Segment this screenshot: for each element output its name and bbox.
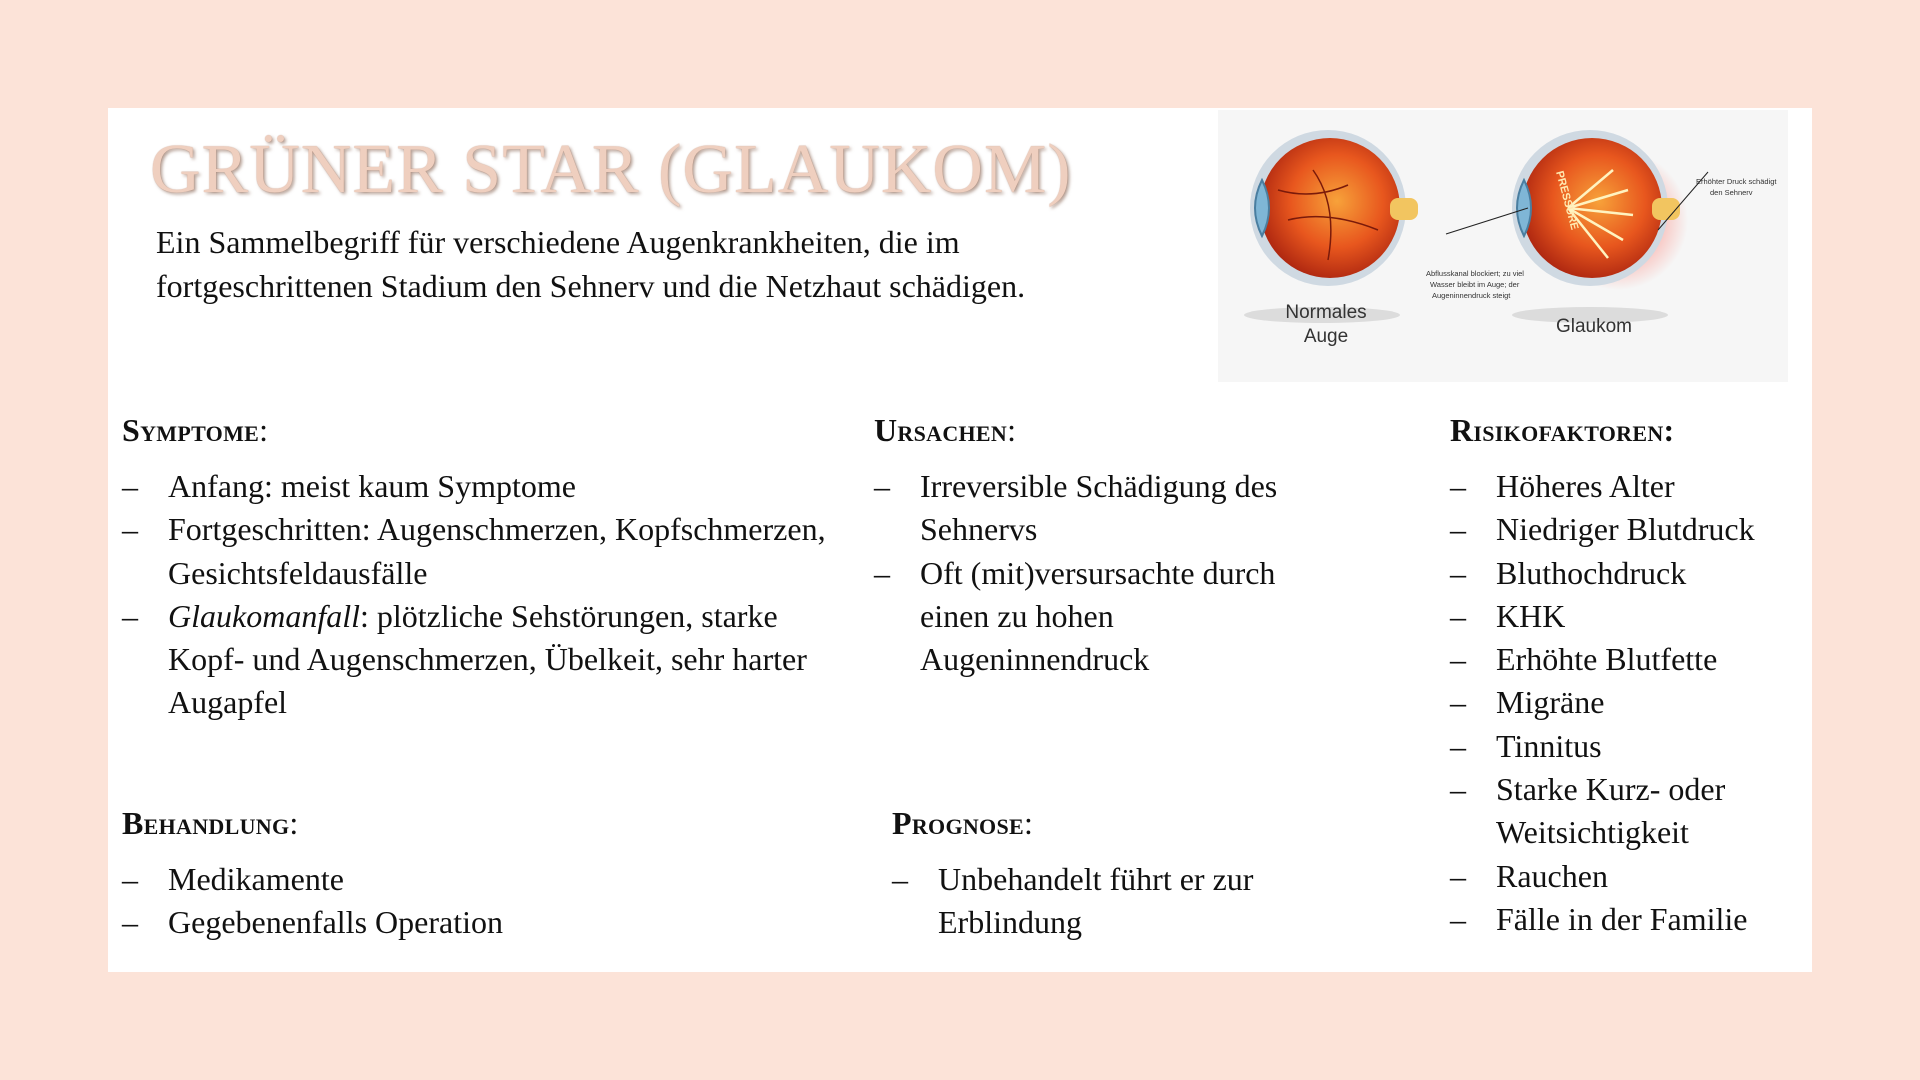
diagram-note-left-1: Abflusskanal blockiert; zu viel (1426, 269, 1524, 278)
behandlung-list (122, 858, 722, 945)
list-item: – Fortgeschritten: Augenschmerzen, Kopfschmerzen, Gesichtsfeldausfälle (122, 508, 842, 595)
normal-eye-icon (1244, 130, 1418, 323)
normal-eye-label-2: Auge (1303, 326, 1349, 347)
list-item: – Rauchen (1450, 855, 1800, 898)
glaucoma-label: Glaukom (1555, 316, 1633, 337)
list-item: – Medikamente (122, 858, 722, 901)
list-item: – KHK (1450, 595, 1800, 638)
prognose-section (892, 805, 1332, 945)
eye-diagram (1218, 110, 1788, 382)
symptome-heading: Symptome: (122, 412, 269, 448)
list-item: – Starke Kurz- oder Weitsichtigkeit (1450, 768, 1800, 855)
list-item: – Höheres Alter (1450, 465, 1800, 508)
list-item: – Unbehandelt führt er zur Erblindung (892, 858, 1332, 945)
risikofaktoren-section (1450, 412, 1800, 941)
prognose-list (892, 858, 1332, 945)
symptome-list (122, 465, 842, 725)
normal-eye-label-1: Normales (1285, 302, 1367, 323)
behandlung-section (122, 805, 722, 945)
diagram-note-left-2: Wasser bleibt im Auge; der (1430, 280, 1520, 289)
ursachen-list (874, 465, 1344, 681)
prognose-heading: Prognose: (892, 805, 1034, 841)
list-item: – Erhöhte Blutfette (1450, 638, 1800, 681)
behandlung-heading: Behandlung: (122, 805, 299, 841)
list-item: – Oft (mit)versursachte durch einen zu hohen Augeninnendruck (874, 552, 1344, 682)
list-item: – Irreversible Schädigung des Sehnervs (874, 465, 1344, 552)
list-item: – Migräne (1450, 681, 1800, 724)
diagram-note-left-3: Augeninnendruck steigt (1432, 291, 1511, 300)
eye-illustration (1218, 110, 1788, 382)
list-item: – Glaukomanfall: plötzliche Sehstörungen, starke Kopf- und Augenschmerzen, Übelkeit, sehr harter Augapfel (122, 595, 842, 725)
page-title: GRÜNER STAR (GLAUKOM) (150, 131, 1072, 208)
pressure-label: PRESSURE (1553, 169, 1581, 232)
intro-text: Ein Sammelbegriff für verschiedene Augenkrankheiten, die im fortgeschrittenen Stadium den Sehnerv und die Netzhaut schädigen. (156, 224, 1026, 304)
list-item: – Niedriger Blutdruck (1450, 508, 1800, 551)
list-item: – Fälle in der Familie (1450, 898, 1800, 941)
list-item: – Tinnitus (1450, 725, 1800, 768)
symptome-section (122, 412, 842, 725)
list-item: – Bluthochdruck (1450, 552, 1800, 595)
risikofaktoren-heading: Risikofaktoren: (1450, 412, 1675, 448)
diagram-note-right-2: den Sehnerv (1710, 188, 1753, 197)
diagram-note-right-1: Erhöhter Druck schädigt (1696, 177, 1777, 186)
list-item: – Anfang: meist kaum Symptome (122, 465, 842, 508)
ursachen-heading: Ursachen: (874, 412, 1017, 448)
slide-card (108, 108, 1812, 972)
list-item: – Gegebenenfalls Operation (122, 901, 722, 944)
risikofaktoren-list (1450, 465, 1800, 941)
ursachen-section (874, 412, 1344, 681)
